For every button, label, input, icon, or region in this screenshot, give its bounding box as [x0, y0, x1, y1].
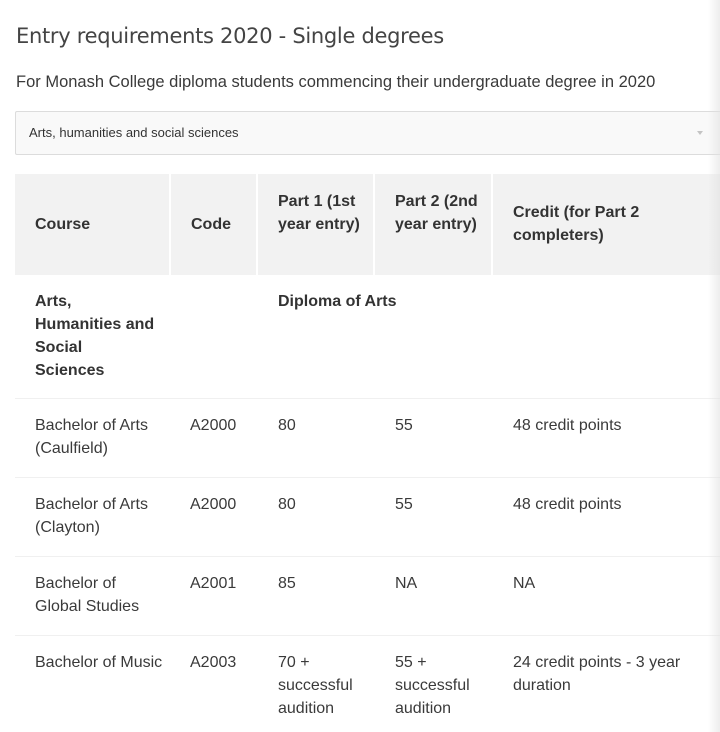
cell-part2: 55 + successful audition [395, 654, 470, 717]
header-cell-part1 [258, 174, 373, 275]
cell-part2: NA [395, 575, 418, 592]
entry-requirements-table [15, 174, 720, 732]
header-course: Course [35, 216, 91, 233]
header-cell-code [171, 174, 256, 275]
group-name: Arts, Humanities and Social Sciences [35, 293, 155, 379]
cell-course: Bachelor of Music [35, 654, 163, 671]
cell-credit: 48 credit points [513, 417, 622, 434]
page-subtitle: For Monash College diploma students commencing their undergraduate degree in 2020 [16, 73, 656, 91]
cell-course: Bachelor of Arts (Clayton) [35, 496, 148, 536]
cell-credit: 48 credit points [513, 496, 622, 513]
cell-code: A2003 [190, 654, 237, 671]
scroll-edge-shadow [708, 0, 720, 732]
cell-credit: 24 credit points - 3 year duration [513, 654, 681, 694]
table-row [15, 636, 720, 732]
table-row [15, 399, 720, 478]
cell-credit: NA [513, 575, 536, 592]
cell-part1: 80 [278, 417, 296, 434]
header-part1: Part 1 (1st year entry) [278, 193, 360, 233]
group-diploma: Diploma of Arts [278, 293, 397, 310]
table-row [15, 478, 720, 557]
cell-course: Bachelor of Global Studies [35, 575, 140, 615]
table-header-row [15, 174, 720, 275]
cell-part1: 70 + successful audition [278, 654, 353, 717]
chevron-down-icon[interactable] [697, 131, 703, 135]
cell-part2: 55 [395, 496, 413, 513]
cell-code: A2000 [190, 417, 237, 434]
cell-code: A2001 [190, 575, 237, 592]
cell-course: Bachelor of Arts (Caulfield) [35, 417, 148, 457]
header-cell-course [15, 174, 169, 275]
cell-code: A2000 [190, 496, 237, 513]
header-part2: Part 2 (2nd year entry) [395, 193, 478, 233]
table-row [15, 557, 720, 636]
table-group-row [15, 275, 720, 399]
cell-part1: 80 [278, 496, 296, 513]
header-cell-part2 [375, 174, 491, 275]
header-code: Code [191, 216, 231, 233]
discipline-select-value: Arts, humanities and social sciences [29, 125, 239, 140]
cell-part1: 85 [278, 575, 296, 592]
cell-part2: 55 [395, 417, 413, 434]
header-credit: Credit (for Part 2 completers) [513, 204, 640, 244]
header-cell-credit [493, 174, 720, 275]
page-title: Entry requirements 2020 - Single degrees [16, 24, 444, 48]
discipline-select[interactable] [15, 111, 720, 155]
